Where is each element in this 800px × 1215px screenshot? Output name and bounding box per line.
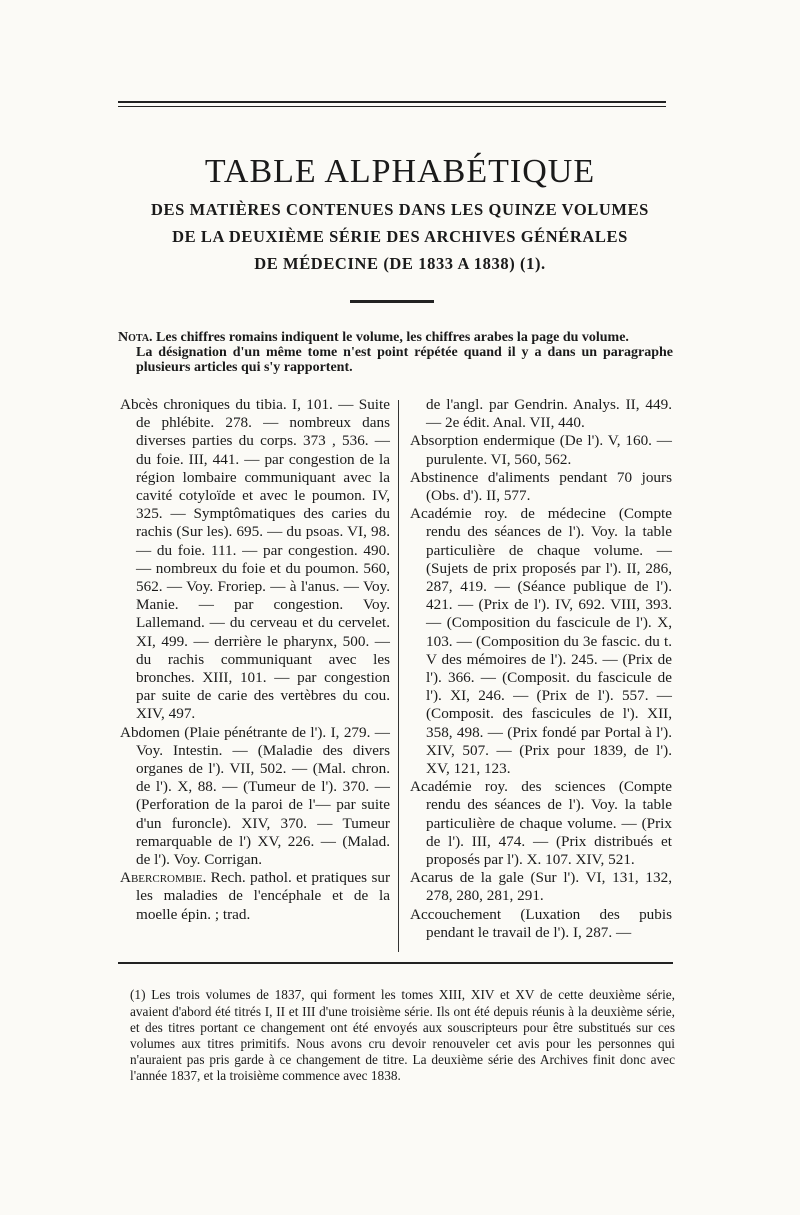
- entry-accouchement: Accouchement (Luxation des pubis pendant le travail de l'). I, 287. —: [410, 905, 672, 941]
- entry-abercrombie-name: Abercrombie.: [120, 869, 207, 887]
- page-title: TABLE ALPHABÉTIQUE: [204, 152, 596, 190]
- subtitle-line-1: DES MATIÈRES CONTENUES DANS LES QUINZE VOLUMES: [151, 200, 649, 219]
- subtitle-line-3: DE MÉDECINE (DE 1833 A 1838) (1).: [254, 254, 546, 273]
- subtitle: [110, 196, 690, 277]
- nota-label: Nota.: [118, 330, 153, 345]
- entry-abces: Abcès chroniques du tibia. I, 101. — Suite de phlébite. 278. — nombreux dans diverses parties du corps. 373 , 536. — du foie. III, 441. — par congestion de la région lombaire communiquant avec la cavité cotyloïde et avec le poumon. IV, 325. — Symptômatiques des caries du rachis (Sur les). 695. — du psoas. VI, 98. — du foie. 111. — par congestion. 490. — nombreux du foie et du poumon. 560, 562. — Voy. Froriep. — à l'anus. — Voy. Manie. — par congestion. Voy. Lallemand. — du cerveau et du cervelet. XI, 499. — derrière le pharynx, 500. — du rachis communiquant avec les bronches. XIII, 101. — par congestion par suite de carie des vertèbres du cou. XIV, 497.: [120, 396, 390, 723]
- nota-line-2: La désignation d'un même tome n'est point répétée quand il y a dans un paragraphe plusieurs articles qui s'y rapportent.: [136, 345, 673, 375]
- entry-acarus: Acarus de la gale (Sur l'). VI, 131, 132, 278, 280, 281, 291.: [410, 869, 672, 905]
- footnote: (1) Les trois volumes de 1837, qui forment les tomes XIII, XIV et XV de cette deuxième série, avaient d'abord été titrés I, II et III d'une troisième série. Ils ont été depuis réunis à la deuxième série, et des titres portant ce changement ont été envoyés aux souscripteurs pour être substitués sur ces volumes aux titres primitifs. Nous avons cru devoir renouveler cet avis pour les personnes qui n'auraient pas pris garde à ce changement de titre. La deuxième série des Archives finit donc avec l'année 1837, et la troisième commence avec 1838.: [130, 987, 675, 1084]
- entry-absorption: Absorption endermique (De l'). V, 160. — purulente. VI, 560, 562.: [410, 432, 672, 468]
- section-divider: [350, 300, 434, 303]
- column-divider: [398, 400, 399, 952]
- entry-abercrombie-text: Rech. pathol. et pratiques sur les maladies de l'encéphale et de la moelle épin. ; trad.: [136, 869, 390, 923]
- entry-abercrombie: [120, 869, 390, 924]
- entry-abdomen: Abdomen (Plaie pénétrante de l'). I, 279. — Voy. Intestin. — (Maladie des divers organes de l'). VII, 502. — (Mal. chron. de l'). X, 88. — (Tumeur de l'). 370. — (Perforation de la paroi de l'— par suite d'un furoncle). XIV, 370. — Tumeur remarquable de l') XV, 226. — (Malad. de l'). Voy. Corrigan.: [120, 723, 390, 869]
- right-column: [410, 396, 672, 942]
- subtitle-line-2: DE LA DEUXIÈME SÉRIE DES ARCHIVES GÉNÉRALES: [172, 227, 628, 246]
- entry-academie-sciences: Académie roy. des sciences (Compte rendu des séances de l'). Voy. la table particulière de chaque volume. — (Prix de l'). III, 474. — (Prix distribués et proposés par l'). X. 107. XIV, 521.: [410, 778, 672, 869]
- entry-continuation: de l'angl. par Gendrin. Analys. II, 449. — 2e édit. Anal. VII, 440.: [426, 396, 672, 432]
- entry-academie-medecine: Académie roy. de médecine (Compte rendu des séances de l'). Voy. la table particulière de chaque volume. — (Sujets de prix proposés par l'). II, 286, 287, 419. — (Séance publique de l'). 421. — (Prix de l'). IV, 692. VIII, 393. — (Composition du fascicule de l'). X, 103. — (Composition du 3e fascic. du t. V des mémoires de l'). 245. — (Prix de l'). 366. — (Composit. du fascicule de l'). XI, 246. — (Prix de l'). 557. — (Composit. des fascicules de l'). XII, 358, 498. — (Prix fondé par Portal à l'). XIV, 507. — (Prix pour 1839, de l'). XV, 121, 123.: [410, 505, 672, 778]
- entry-abstinence: Abstinence d'aliments pendant 70 jours (Obs. d'). II, 577.: [410, 468, 672, 505]
- top-rule-thin: [118, 106, 666, 107]
- footnote-rule: [118, 962, 673, 964]
- left-column: [120, 396, 390, 924]
- top-rule: [118, 101, 666, 103]
- nota-block: [118, 330, 673, 375]
- nota-line-1: Les chiffres romains indiquent le volume, les chiffres arabes la page du volume.: [152, 330, 629, 345]
